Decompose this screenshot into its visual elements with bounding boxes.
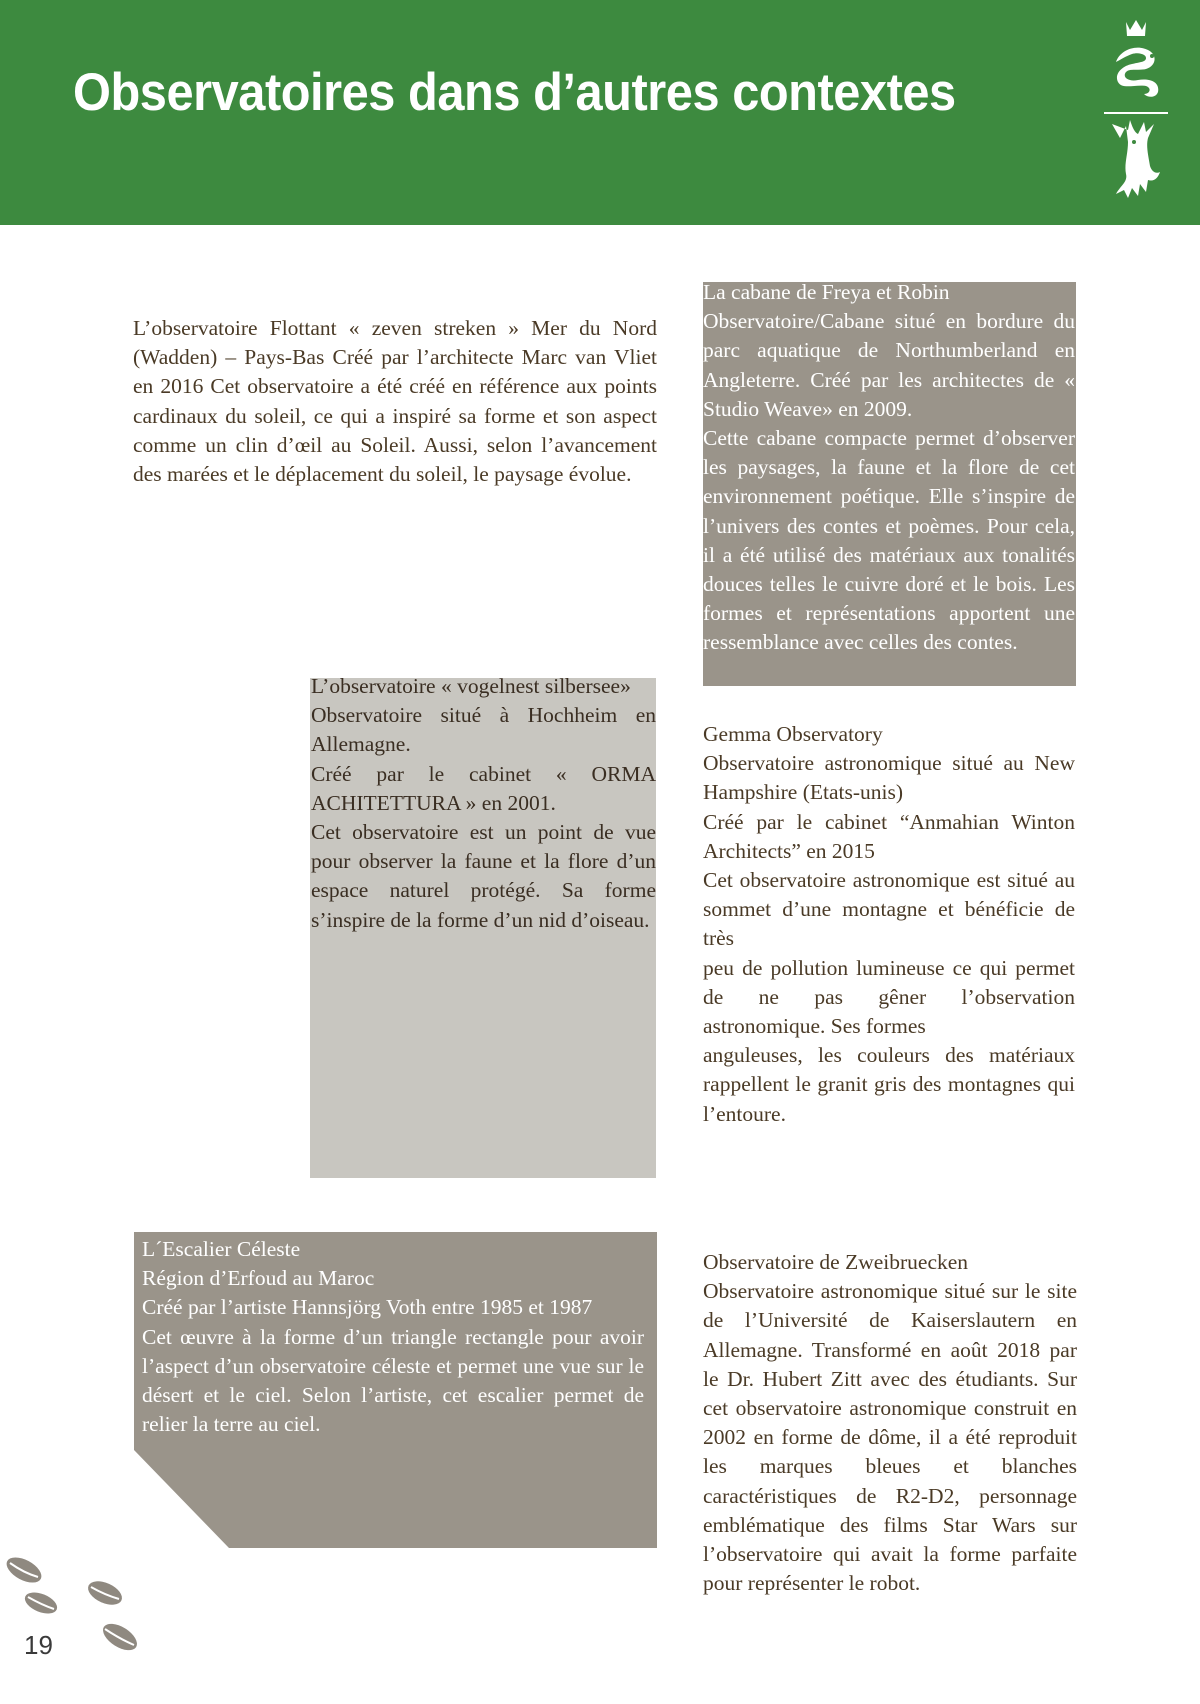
escalier-section bbox=[142, 1235, 644, 1439]
escalier-author: Créé par l’artiste Hannsjörg Voth entre 1985 et 1987 bbox=[142, 1295, 593, 1320]
gemma-description-3: anguleuses, les couleurs des matériaux rappellent le granit gris des montagnes qui l’entoure. bbox=[703, 1043, 1075, 1126]
header-band bbox=[0, 0, 1200, 225]
cabane-description: Cette cabane compacte permet d’observer les paysages, la faune et la flore de cet environnement poétique. Elle s’inspire de l’univers des contes et poèmes. Pour cela, il a été utilisé des matériaux aux tonalités douces telles le cuivre doré et le bois. Les formes et représentations apportent une ressemblance avec celles des contes. bbox=[703, 426, 1075, 655]
cabane-title: La cabane de Freya et Robin bbox=[703, 280, 950, 304]
vogelnest-title: L’observatoire « vogelnest silbersee» bbox=[311, 674, 631, 698]
gemma-description-1: Cet observatoire astronomique est situé au sommet d’une montagne et bénéficie de très bbox=[703, 868, 1075, 951]
gemma-section bbox=[703, 720, 1075, 1129]
vogelnest-author: Créé par le cabinet « ORMA ACHITETTURA » en 2001. bbox=[311, 761, 656, 815]
escalier-title: L´Escalier Céleste bbox=[142, 1237, 301, 1261]
gemma-location: Observatoire astronomique situé au New Hampshire (Etats-unis) bbox=[703, 751, 1075, 805]
zweibruecken-description: Observatoire astronomique situé sur le site de l’Université de Kaiserslautern en Allemagne. Transformé en août 2018 par le Dr. Hubert Zitt avec des étudiants. Sur cet observatoire astronomique construit en 2002 en forme de dôme, il a été reproduit les marques bleues et blanches caractéristiques de R2-D2, personnage emblématique des films Star Wars sur l’observatoire qui avait la forme parfaite pour représenter le robot. bbox=[703, 1279, 1077, 1596]
cabane-section bbox=[703, 278, 1075, 658]
flottant-section bbox=[133, 314, 657, 489]
heraldic-emblem-icon bbox=[1098, 14, 1174, 204]
escalier-description: Cet œuvre à la forme d’un triangle rectangle pour avoir l’aspect d’un observatoire céleste et permet une vue sur le désert et le ciel. Selon l’artiste, cet escalier permet de relier la terre au ciel. bbox=[142, 1324, 644, 1437]
flottant-text: L’observatoire Flottant « zeven streken » Mer du Nord (Wadden) – Pays-Bas Créé par l’architecte Marc van Vliet en 2016 Cet observatoire a été créé en référence aux points cardinaux du soleil, ce qui a inspiré sa forme et son aspect comme un clin d’œil au Soleil. Aussi, selon l’avancement des marées et le déplacement du soleil, le paysage évolue. bbox=[133, 316, 657, 487]
zweibruecken-section bbox=[703, 1248, 1077, 1598]
escalier-location: Région d’Erfoud au Maroc bbox=[142, 1266, 375, 1291]
gemma-title: Gemma Observatory bbox=[703, 722, 883, 746]
cabane-location: Observatoire/Cabane situé en bordure du parc aquatique de Northumberland en Angleterre. Créé par les architectes de « Studio Weave» en 2009. bbox=[703, 309, 1075, 421]
zweibruecken-title: Observatoire de Zweibruecken bbox=[703, 1250, 969, 1274]
gemma-author: Créé par le cabinet “Anmahian Winton Architects” en 2015 bbox=[703, 809, 1075, 863]
gemma-description-2: peu de pollution lumineuse ce qui permet de ne pas gêner l’observation astronomique. Ses formes bbox=[703, 955, 1075, 1039]
coffee-beans-icon bbox=[0, 1545, 150, 1665]
vogelnest-location: Observatoire situé à Hochheim en Allemagne. bbox=[311, 703, 656, 757]
page-title: Observatoires dans d’autres contextes bbox=[73, 63, 956, 122]
vogelnest-section bbox=[311, 672, 656, 935]
page-number: 19 bbox=[24, 1630, 53, 1660]
vogelnest-description: Cet observatoire est un point de vue pour observer la faune et la flore d’un espace naturel protégé. Sa forme s’inspire de la forme d’un nid d’oiseau. bbox=[311, 820, 656, 932]
